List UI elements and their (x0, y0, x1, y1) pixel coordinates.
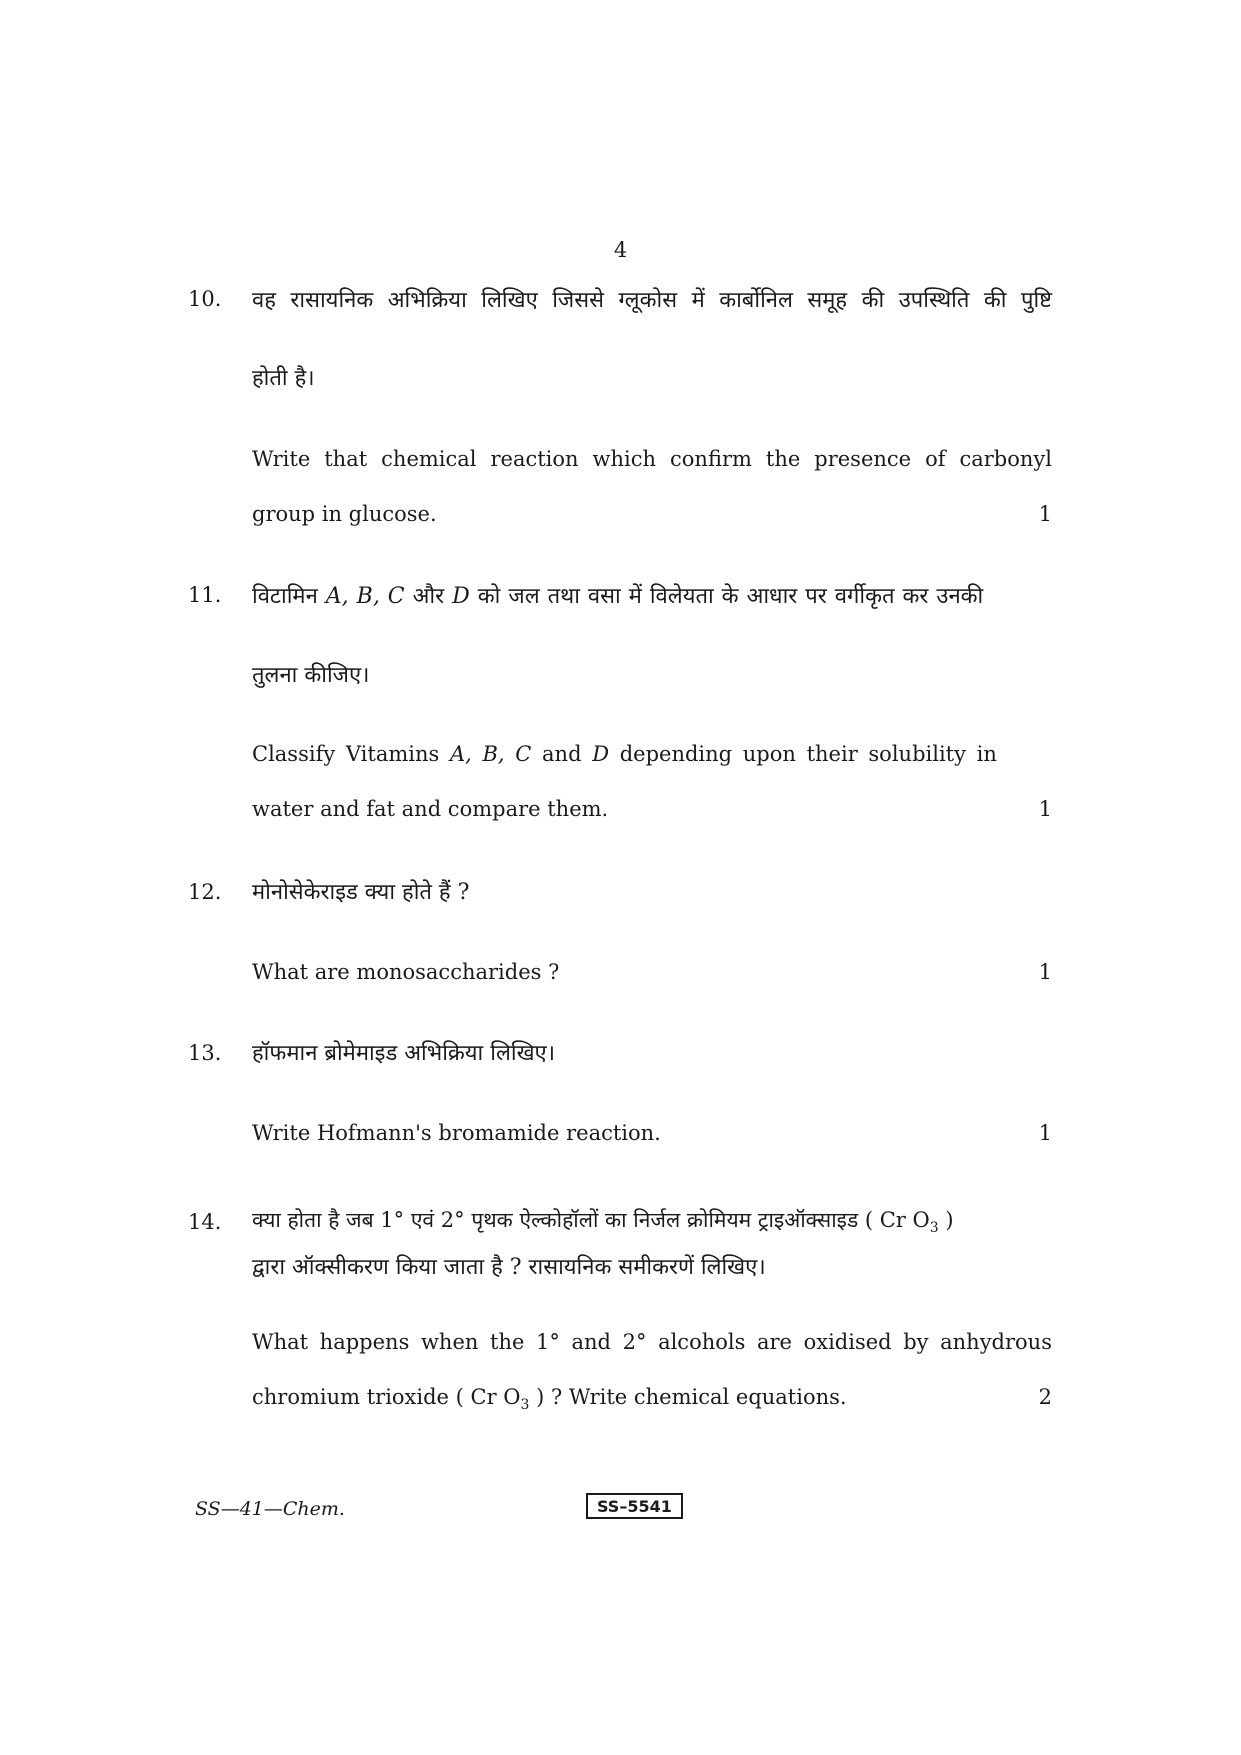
question-hindi-text: वह रासायनिक अभिक्रिया लिखिए जिससे ग्लूकोस में कार्बोनिल समूह की उपस्थिति की पुष्टि (252, 288, 1052, 313)
question-english-text: water and fat and compare them. (252, 797, 609, 821)
question-hindi-text: हॉफमान ब्रोमेमाइड अभिक्रिया लिखिए। (252, 1041, 556, 1066)
question-english-text: Write that chemical reaction which confirm the presence of carbonyl (252, 447, 1052, 471)
question-hindi-text: होती है। (252, 366, 315, 391)
question-hindi-text: तुलना कीजिए। (252, 663, 370, 688)
question-hindi-text: मोनोसेकेराइड क्या होते हैं ? (252, 880, 470, 905)
question-number: 10. (188, 287, 222, 311)
question-marks: 2 (1038, 1385, 1052, 1409)
question-number: 13. (188, 1041, 222, 1065)
question-hindi-text: क्या होता है जब 1° एवं 2° पृथक ऐल्कोहॉलों का निर्जल क्रोमियम ट्राइऑक्साइड ( Cr $O_3$ ) (252, 1208, 954, 1237)
question-hindi-text: विटामिन A, B, C और D को जल तथा वसा में विलेयता के आधार पर वर्गीकृत कर उनकी (252, 584, 984, 609)
question-number: 14. (188, 1210, 222, 1234)
footer-paper-label: SS—41—Chem. (195, 1498, 345, 1520)
question-english-text: Write Hofmann's bromamide reaction. (252, 1121, 661, 1145)
question-number: 11. (188, 583, 222, 607)
page-number: 4 (613, 238, 628, 262)
question-number: 12. (188, 880, 222, 904)
question-marks: 1 (1038, 502, 1052, 526)
question-english-text: Classify Vitamins A, B, C and D depending upon their solubility in (252, 742, 997, 766)
footer-paper-code: SS–5541 (586, 1493, 683, 1519)
question-english-text: What are monosaccharides ? (252, 960, 560, 984)
question-english-text: chromium trioxide ( Cr $O_3$ ) ? Write chemical equations. (252, 1385, 847, 1414)
question-marks: 1 (1038, 1121, 1052, 1145)
question-marks: 1 (1038, 797, 1052, 821)
question-marks: 1 (1038, 960, 1052, 984)
question-english-text: group in glucose. (252, 502, 437, 526)
question-hindi-text: द्वारा ऑक्सीकरण किया जाता है ? रासायनिक समीकरणें लिखिए। (252, 1255, 766, 1280)
question-english-text: What happens when the 1° and 2° alcohols are oxidised by anhydrous (252, 1330, 1052, 1354)
